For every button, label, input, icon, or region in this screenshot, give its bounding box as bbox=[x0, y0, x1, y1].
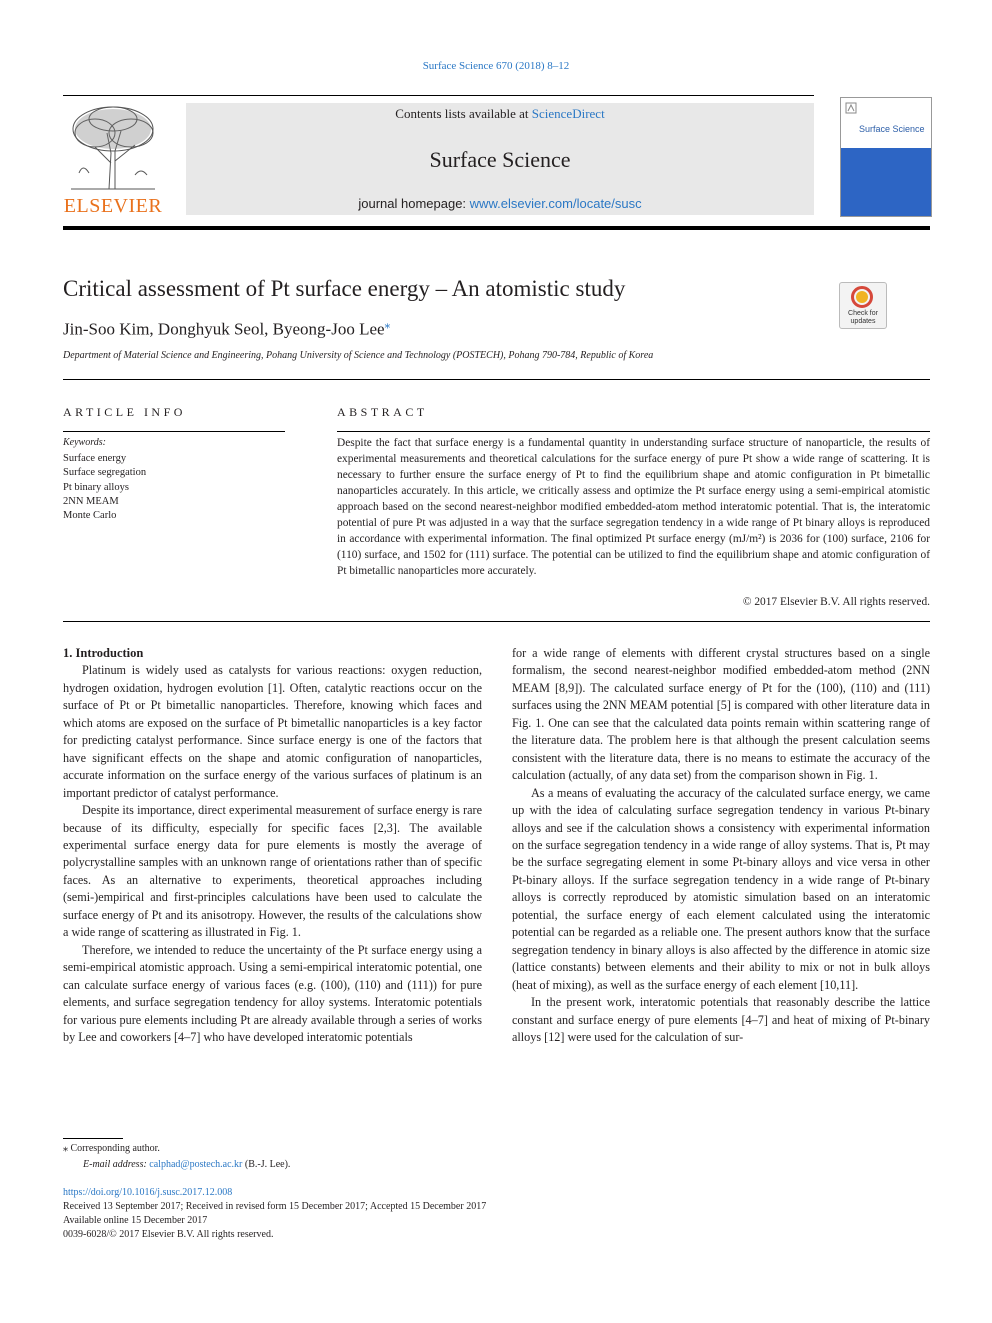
contents-prefix: Contents lists available at bbox=[395, 106, 532, 121]
abstract-heading: ABSTRACT bbox=[337, 405, 428, 419]
abstract-copyright: © 2017 Elsevier B.V. All rights reserved. bbox=[742, 596, 930, 608]
issn-copyright: 0039-6028/© 2017 Elsevier B.V. All rights reserved. bbox=[63, 1229, 274, 1240]
corresponding-author-note: ⁎ Corresponding author. bbox=[63, 1143, 160, 1154]
email-link[interactable]: calphad@postech.ac.kr bbox=[149, 1159, 243, 1170]
email-label: E-mail address: bbox=[83, 1159, 150, 1170]
sciencedirect-link[interactable]: ScienceDirect bbox=[531, 106, 605, 121]
section-heading: 1. Introduction bbox=[63, 646, 144, 660]
elsevier-mini-logo-icon bbox=[845, 102, 857, 114]
keywords-label: Keywords: bbox=[63, 437, 106, 448]
header-thick-rule bbox=[63, 226, 930, 230]
abstract-bottom-rule bbox=[63, 621, 930, 622]
keyword-item: Surface segregation bbox=[63, 467, 147, 479]
keyword-list bbox=[63, 452, 146, 523]
header-rule bbox=[63, 95, 814, 96]
abstract-rule bbox=[337, 431, 930, 432]
body-paragraph: Despite its importance, direct experimental measurement of surface energy is rare because of its difficulty, especially for specific faces [2,3]. The available experimental surface energy data for pure elements is mostly the average of polycrystalline samples with an unknown range of orientations rather than of specific faces. As an alternative to experiments, theoretical approaches including (semi-)empirical and first-principles calculations have been used to calculate the surface energy of Pt and its anisotropy. However, the results of the calculations show a wide range of scattering as illustrated in Fig. 1. bbox=[63, 803, 482, 940]
elsevier-tree-icon bbox=[65, 103, 161, 191]
article-info-rule bbox=[63, 431, 285, 432]
publisher-wordmark: ELSEVIER bbox=[63, 195, 163, 217]
keyword-item: Pt binary alloys bbox=[63, 481, 129, 493]
body-paragraph: for a wide range of elements with different crystal structures based on a single formalism, the second nearest-neighbor modified embedded-atom method (2NN MEAM [8,9]). The calculated surface energy of Pt for the (100), (110) and (111) surfaces using the 2NN MEAM potential [5] is compared with other literature data in Fig. 1. One can see that the calculated data points remain within scattering range of the literature data. The problem here is that although the present calculation seems consistent with the literature data, there is no means to estimate the accuracy of the calculation (actually, of any data set) from the comparison shown in Fig. 1. bbox=[512, 646, 930, 783]
affiliation: Department of Material Science and Engineering, Pohang University of Science and Technology (POSTECH), Pohang 790-784, Republic of Korea bbox=[63, 350, 654, 361]
article-title: Critical assessment of Pt surface energy – An atomistic study bbox=[63, 276, 626, 301]
check-updates-center bbox=[856, 291, 868, 303]
email-note bbox=[83, 1159, 290, 1170]
authors-text: Jin-Soo Kim, Donghyuk Seol, Byeong-Joo Lee bbox=[63, 319, 385, 339]
homepage-line bbox=[186, 196, 814, 211]
check-for-updates-badge[interactable] bbox=[839, 282, 887, 329]
journal-citation[interactable]: Surface Science 670 (2018) 8–12 bbox=[422, 60, 570, 72]
email-suffix: (B.-J. Lee). bbox=[242, 1159, 291, 1170]
keyword-item: 2NN MEAM bbox=[63, 495, 119, 507]
received-dates: Received 13 September 2017; Received in revised form 15 December 2017; Accepted 15 December 2017 bbox=[63, 1201, 487, 1212]
body-column-right bbox=[512, 645, 930, 1046]
body-column-left bbox=[63, 645, 482, 1046]
corresponding-author-mark[interactable]: ⁎ bbox=[384, 319, 391, 331]
body-paragraph: Therefore, we intended to reduce the uncertainty of the Pt surface energy using a semi-empirical atomistic approach. Using a semi-empirical interatomic potential, one can calculate surface energy of various faces (e.g. (100), (110) and (111)) for pure elements, and surface segregation tendency for alloy systems. Interatomic potentials for various pure elements including Pt are already available through a series of works by Lee and coworkers [4–7] who have developed interatomic potentials bbox=[63, 942, 482, 1044]
abstract-text: Despite the fact that surface energy is a fundamental quantity in understanding surface structure of nanoparticle, the results of experimental measurements and theoretical calculations for the surface energy of pure Pt show a wide range of scattering. It is necessary to further ensure the surface energy of Pt to find the equilibrium shape and atomic configuration in Pt bimetallic nanoparticles accurately. In this article, we critically assess and optimize the Pt surface energy using a semi-empirical atomistic approach based on the second nearest-neighbor modified embedded-atom method interatomic potential. That is, the interatomic potential of pure Pt was adjusted in a way that the surface segregation tendency in a wide range of Pt binary alloys is reproduced in accordance with experimental information. The final optimized Pt surface energy (mJ/m²) is 2036 for (100) surface, 2106 for (110) surface, and 1502 for (111) surface. The potential can be utilized to find the equilibrium shape and atomic configuration of Pt bimetallic nanoparticles more accurately. bbox=[337, 437, 930, 577]
elsevier-logo bbox=[63, 103, 163, 215]
title-rule bbox=[63, 379, 930, 380]
contents-line bbox=[186, 106, 814, 122]
homepage-link[interactable]: www.elsevier.com/locate/susc bbox=[469, 196, 642, 211]
check-updates-label: Check for updates bbox=[848, 310, 878, 325]
doi-link[interactable]: https://doi.org/10.1016/j.susc.2017.12.008 bbox=[63, 1187, 233, 1198]
homepage-prefix: journal homepage: bbox=[358, 196, 470, 211]
body-paragraph: In the present work, interatomic potentials that reasonably describe the lattice constant and surface energy of pure elements [4–7] and heat of mixing of Pt-binary alloys [12] were used for the calculation of sur- bbox=[512, 995, 930, 1044]
author-list bbox=[63, 318, 390, 340]
keyword-item: Monte Carlo bbox=[63, 510, 117, 522]
article-info-heading: ARTICLE INFO bbox=[63, 405, 186, 419]
online-date: Available online 15 December 2017 bbox=[63, 1215, 208, 1226]
keyword-item: Surface energy bbox=[63, 453, 127, 464]
body-paragraph: As a means of evaluating the accuracy of the calculated surface energy, we came up with the idea of calculating surface segregation tendency in various Pt-binary alloys and see if the calculation shows a consistency with experimental information on the surface segregation tendency in a wide range of alloy systems. That is, Pt may be the surface segregating element in some Pt-binary alloys and vice versa in other Pt-binary alloys. If the surface segregation tendency in a wide range of Pt-binary alloys is correctly reproduced by atomistic simulation based on an interatomic potential, the surface energy of each element calculated using the interatomic potential can be regarded as a reliable one. The present authors know that the surface segregation tendency in binary alloys is also affected by the difference in atomic size (lattice constants) between elements and their ability to mix or not in bulk alloys (heat of mixing), as well as the surface energy of each element [10,11]. bbox=[512, 785, 930, 992]
cover-title: Surface Science bbox=[859, 124, 925, 134]
cover-image bbox=[841, 148, 931, 216]
footnote-rule bbox=[63, 1138, 123, 1139]
journal-banner bbox=[186, 103, 814, 215]
journal-name: Surface Science bbox=[429, 147, 571, 172]
body-paragraph: Platinum is widely used as catalysts for various reactions: oxygen reduction, hydrogen oxidation, hydrogen evolution [1]. Often, catalytic reactions occur on the surface of Pt or Pt bimetallic nanoparticles. Therefore, knowing which faces and which atoms are exposed on the surface of Pt bimetallic nanoparticles is a key factor for predicting catalyst performance. Since surface energy is one of the factors that have significant effects on the shape and atomic configuration of nanoparticles, accurate information on the surface energy of the various surfaces of platinum is an important predictor of catalyst performance. bbox=[63, 663, 482, 800]
journal-cover-thumbnail[interactable] bbox=[840, 97, 932, 217]
